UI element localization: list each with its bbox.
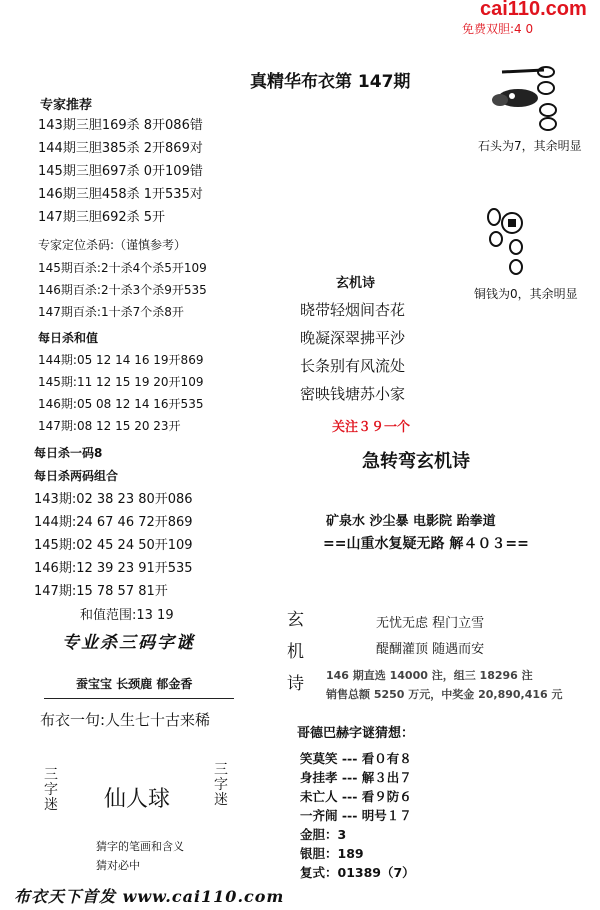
xuanji-char: 诗: [287, 674, 304, 694]
coin-riddle-image: [482, 205, 532, 280]
kill-one-code: 每日杀一码8: [34, 446, 103, 460]
list-item: 未亡人 --- 看９防６: [300, 789, 412, 804]
position-kill-heading: 专家定位杀码:（谨慎参考）: [38, 238, 187, 252]
sales-line: 销售总额 5250 万元，中奖金 20,890,416 元: [326, 688, 563, 701]
list-item: 银胆：189: [300, 846, 364, 861]
poem-lines: [300, 296, 405, 408]
list-item: 147期:08 12 15 20 23开: [38, 419, 181, 433]
poem-heading: 玄机诗: [336, 276, 376, 291]
godel-heading: 哥德巴赫字谜猜想：: [297, 726, 415, 741]
riddle-left-vertical: [44, 768, 60, 813]
list-item: 144期:05 12 14 16 19开869: [38, 353, 204, 367]
xuanji-char: 玄: [287, 610, 304, 630]
position-kill-list: [38, 257, 207, 323]
poem-line: 长条别有风流处: [300, 357, 406, 375]
riddle-char: 三: [44, 767, 58, 783]
list-item: 身挂孝 --- 解３出７: [300, 770, 412, 785]
stone-caption: 石头为7，其余明显: [478, 139, 582, 153]
riddle-note: 猜字的笔画和含义: [96, 840, 184, 853]
list-item: 145期百杀:2十杀4个杀5开109: [38, 261, 207, 275]
xuanji-char: 机: [287, 642, 304, 662]
riddle-char: 迷: [214, 792, 228, 808]
xuanji-line: 醍醐灌顶 随遇而安: [376, 642, 485, 657]
riddle-words: 矿泉水 沙尘暴 电影院 跆拳道: [326, 514, 496, 529]
list-item: 146期:05 08 12 14 16开535: [38, 397, 204, 411]
list-item: 145期三胆697杀 0开109错: [38, 164, 203, 179]
sales-line: 146 期直选 14000 注，组三 18296 注: [326, 669, 533, 682]
animals-line: 蚕宝宝 长颈鹿 郁金香: [76, 677, 193, 691]
riddle-char: 字: [214, 777, 228, 793]
stone-riddle-image: [488, 60, 568, 135]
expert-heading: 专家推荐: [40, 98, 93, 113]
free-tag: 免费双胆:4 0: [462, 22, 534, 36]
sum-kill-heading: 每日杀和值: [38, 331, 99, 345]
riddle-char: 字: [44, 782, 58, 798]
riddle-char: 迷: [44, 797, 58, 813]
list-item: 笑莫笑 --- 看０有８: [300, 751, 412, 766]
sum-kill-list: [38, 349, 203, 437]
list-item: 144期:24 67 46 72开869: [34, 515, 193, 530]
list-item: 复式：01389（7）: [300, 865, 415, 880]
xuanji-vertical: [287, 604, 307, 700]
page-title: 真精华布衣第 147期: [250, 72, 411, 92]
divider: [44, 698, 234, 699]
footer-text: 布衣天下首发 www.cai110.com: [14, 887, 285, 906]
list-item: 143期三胆169杀 8开086错: [38, 118, 203, 133]
list-item: 金胆：3: [300, 827, 347, 842]
two-code-heading: 每日杀两码组合: [34, 469, 119, 483]
expert-list: [38, 114, 203, 229]
pro-kill-title: 专业杀三码字谜: [62, 633, 195, 653]
mountain-line: ==山重水复疑无路 解４０３==: [323, 536, 529, 552]
one-line: 布衣一句:人生七十古来稀: [40, 711, 211, 729]
poem-line: 晓带轻烟间杏花: [300, 301, 406, 319]
list-item: 145期:02 45 24 50开109: [34, 538, 193, 553]
poem-line: 晚凝深翠拂平沙: [300, 329, 406, 347]
coin-caption: 铜钱为0，其余明显: [474, 287, 578, 301]
list-item: 147期百杀:1十杀7个杀8开: [38, 305, 184, 319]
poem-line: 密映钱塘苏小家: [300, 385, 406, 403]
list-item: 一齐闹 --- 明号１７: [300, 808, 412, 823]
riddle-right-vertical: [214, 763, 230, 808]
focus-note: 关注３９一个: [332, 420, 411, 435]
site-logo: cai110.com: [480, 0, 587, 20]
riddle-note: 猜对必中: [96, 859, 140, 872]
list-item: 146期三胆458杀 1开535对: [38, 187, 203, 202]
list-item: 146期百杀:2十杀3个杀9开535: [38, 283, 207, 297]
godel-list: [300, 749, 415, 882]
list-item: 146期:12 39 23 91开535: [34, 561, 193, 576]
two-code-list: [34, 488, 193, 603]
sum-range: 和值范围:13 19: [80, 608, 174, 623]
list-item: 147期:15 78 57 81开: [34, 584, 168, 599]
list-item: 145期:11 12 15 19 20开109: [38, 375, 204, 389]
list-item: 143期:02 38 23 80开086: [34, 492, 193, 507]
riddle-answer: 仙人球: [104, 787, 171, 812]
xuanji-line: 无忧无虑 程门立雪: [376, 616, 485, 631]
list-item: 147期三胆692杀 5开: [38, 210, 166, 225]
riddle-char: 三: [214, 762, 228, 778]
list-item: 144期三胆385杀 2开869对: [38, 141, 203, 156]
sharp-poem-title: 急转弯玄机诗: [362, 451, 470, 472]
